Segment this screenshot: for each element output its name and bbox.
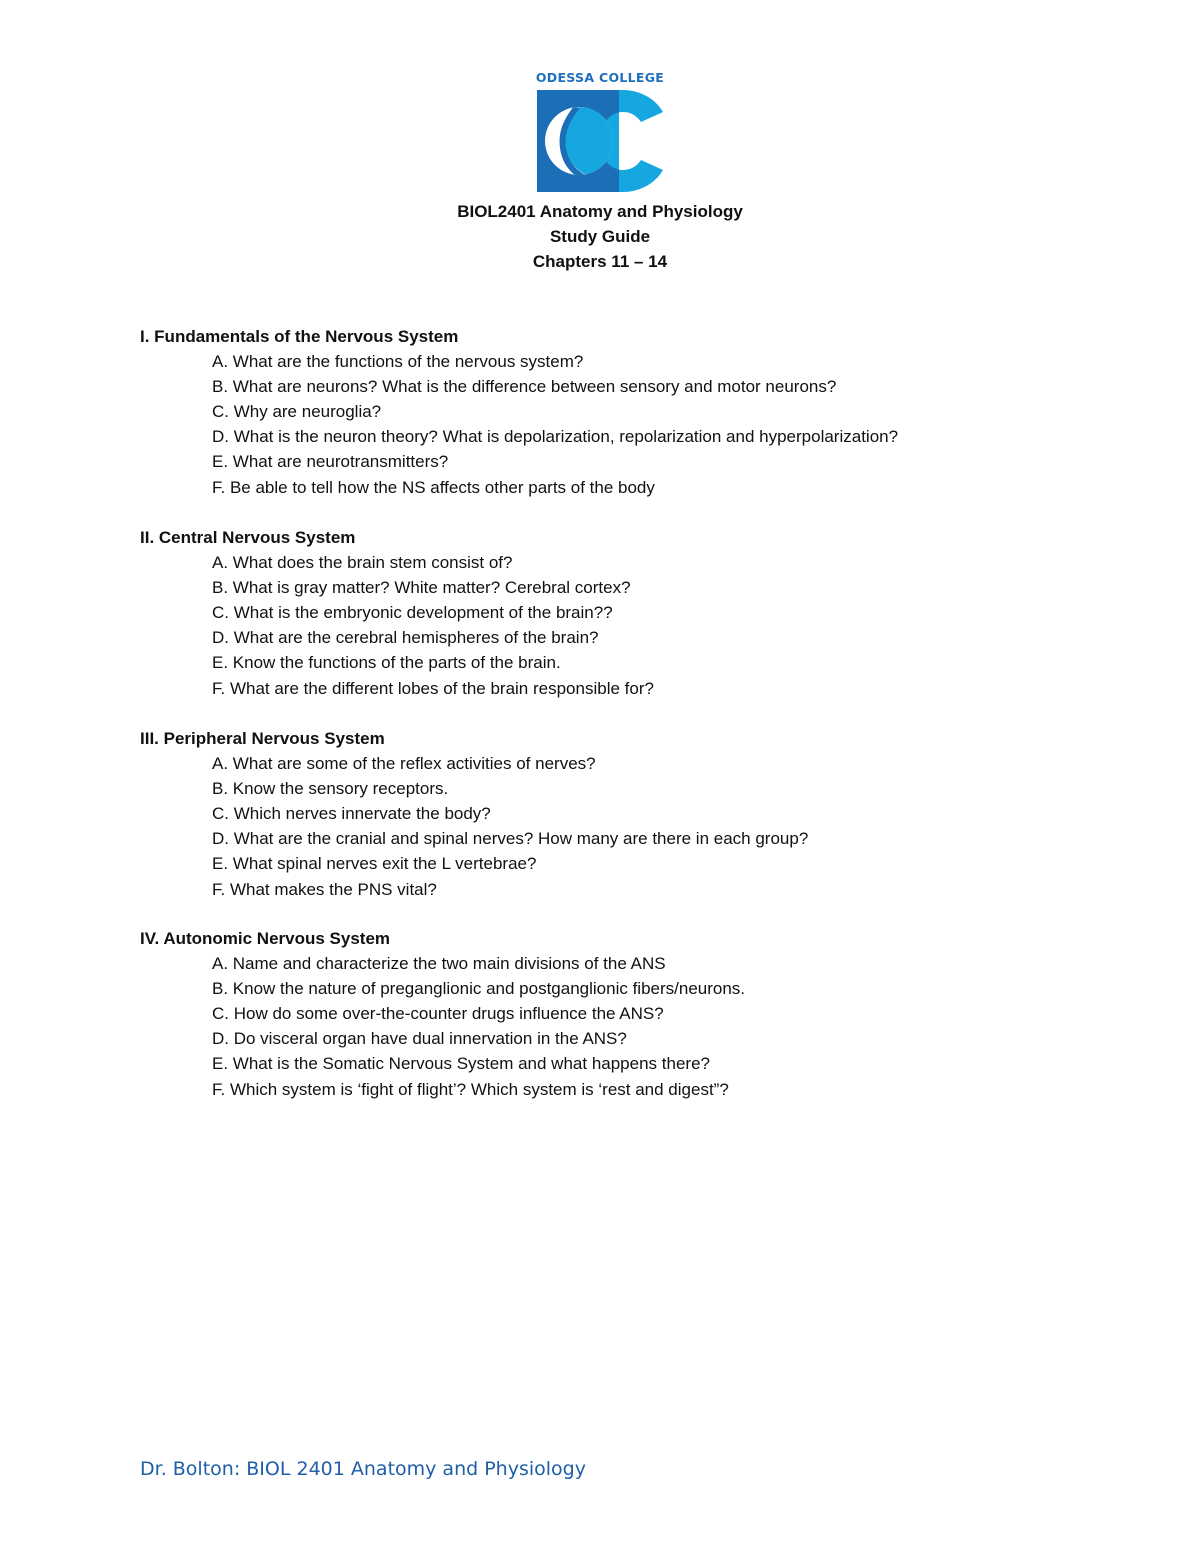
doc-type-title: Study Guide — [549, 227, 651, 246]
chapters-title: Chapters 11 – 14 — [532, 252, 668, 271]
section-central-nervous-system — [140, 525, 1140, 701]
question-item: B. What are neurons? What is the difference between sensory and motor neurons? — [212, 377, 837, 397]
question-item: D. Do visceral organ have dual innervation in the ANS? — [212, 1029, 627, 1049]
question-item: B. Know the nature of preganglionic and postganglionic fibers/neurons. — [212, 979, 746, 999]
question-item: E. What spinal nerves exit the L vertebrae? — [212, 854, 537, 874]
section-heading: III. Peripheral Nervous System — [140, 729, 385, 748]
question-item: C. Which nerves innervate the body? — [212, 804, 491, 824]
section-heading: II. Central Nervous System — [140, 528, 356, 547]
section-heading: I. Fundamentals of the Nervous System — [140, 327, 459, 346]
course-title: BIOL2401 Anatomy and Physiology — [457, 202, 743, 221]
question-item: F. What makes the PNS vital? — [212, 879, 437, 899]
question-item: C. What is the embryonic development of the brain?? — [212, 603, 613, 623]
question-item: C. Why are neuroglia? — [212, 402, 382, 422]
oc-logo-mark-icon — [537, 90, 663, 192]
question-item: A. Name and characterize the two main divisions of the ANS — [212, 954, 666, 974]
logo-wordmark: ODESSA COLLEGE — [535, 70, 665, 85]
question-item: D. What is the neuron theory? What is depolarization, repolarization and hyperpolarization? — [212, 427, 899, 447]
odessa-college-logo — [533, 70, 667, 194]
question-item: E. What are neurotransmitters? — [212, 452, 449, 472]
question-item: C. How do some over-the-counter drugs influence the ANS? — [212, 1004, 664, 1024]
document-title-block — [0, 199, 1200, 274]
section-autonomic-nervous-system — [140, 926, 1140, 1102]
section-heading: IV. Autonomic Nervous System — [140, 929, 391, 948]
question-item: A. What are the functions of the nervous system? — [212, 352, 584, 372]
section-fundamentals — [140, 324, 1140, 500]
question-item: D. What are the cerebral hemispheres of the brain? — [212, 628, 599, 648]
question-item: B. What is gray matter? White matter? Cerebral cortex? — [212, 578, 631, 598]
question-item: A. What are some of the reflex activities of nerves? — [212, 754, 596, 774]
question-item: F. Which system is ‘fight of flight’? Which system is ‘rest and digest”? — [212, 1079, 729, 1099]
question-item: F. What are the different lobes of the brain responsible for? — [212, 678, 654, 698]
question-item: A. What does the brain stem consist of? — [212, 553, 513, 573]
question-item: F. Be able to tell how the NS affects other parts of the body — [212, 477, 655, 497]
question-item: E. What is the Somatic Nervous System and what happens there? — [212, 1054, 710, 1074]
question-item: E. Know the functions of the parts of the brain. — [212, 653, 561, 673]
question-item: B. Know the sensory receptors. — [212, 779, 449, 799]
question-item: D. What are the cranial and spinal nerves? How many are there in each group? — [212, 829, 809, 849]
section-peripheral-nervous-system — [140, 726, 1140, 902]
page-footer: Dr. Bolton: BIOL 2401 Anatomy and Physiology — [140, 1458, 586, 1480]
